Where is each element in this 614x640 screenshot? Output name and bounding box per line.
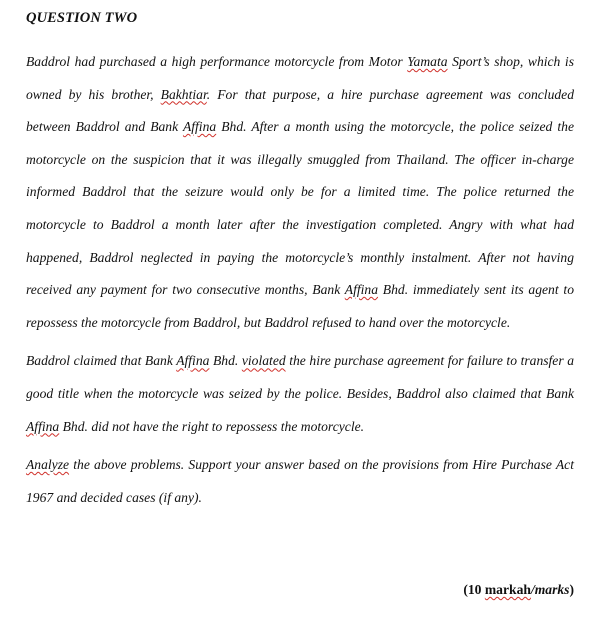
paragraph-text: Bhd. <box>209 353 242 369</box>
spellcheck-word: Analyze <box>26 457 70 473</box>
paragraph-text: . For that purpose, a hire purchase agreement was concluded between Baddrol and Bank <box>26 86 574 135</box>
marks-open: (10 <box>463 582 485 597</box>
paragraph-text: Bhd. After a month using the motorcycle, the police seized the motorcycle on the suspicion that it was illegally smuggled from Thailand. The officer in-charge informed Baddrol that the seizure would only be for a limited time. The police returned the motorcycle to Baddrol a month later after the investigation completed. Angry with what had happened, Baddrol neglected in paying the motorcycle’s monthly instalment. After not having received any payment for two consecutive months, Bank <box>26 119 574 298</box>
paragraph-instruction <box>26 449 574 514</box>
paragraph-text: Bhd. did not have the right to repossess the motorcycle. <box>59 418 365 434</box>
paragraph-text: Baddrol claimed that Bank <box>26 353 177 369</box>
paragraph-text: Baddrol had purchased a high performance motorcycle from Motor <box>26 54 408 69</box>
paragraph-claim <box>26 345 574 443</box>
question-title: QUESTION TWO <box>26 10 138 26</box>
marks-word: markah <box>484 582 531 597</box>
spellcheck-word: Affina <box>344 282 379 298</box>
paragraph-text: Bhd. immediately sent its agent to repossess the motorcycle from Baddrol, but Baddrol refused to hand over the motorcycle. <box>26 282 574 330</box>
paragraph-text: Sport’s shop, which is owned by his brother, <box>26 54 574 102</box>
marks-close: ) <box>569 582 574 597</box>
paragraph-text: the hire purchase agreement for failure to transfer a good title when the motorcycle was seized by the police. Besides, Baddrol also claimed that Bank <box>26 353 574 401</box>
spellcheck-word: violated <box>241 353 286 369</box>
spellcheck-word: Affina <box>26 418 60 434</box>
spellcheck-word: Affina <box>182 119 217 135</box>
spellcheck-word: Bakhtiar <box>160 86 207 102</box>
question-document <box>26 8 574 514</box>
spellcheck-word: Yamata <box>407 54 448 69</box>
marks-slash: /marks <box>530 582 570 597</box>
paragraph-text: the above problems. Support your answer based on the provisions from Hire Purchase Act 1967 and decided cases (if any). <box>26 457 574 505</box>
spellcheck-word: Affina <box>176 353 210 369</box>
marks-allocation <box>26 580 574 600</box>
paragraph-scenario <box>26 46 574 339</box>
